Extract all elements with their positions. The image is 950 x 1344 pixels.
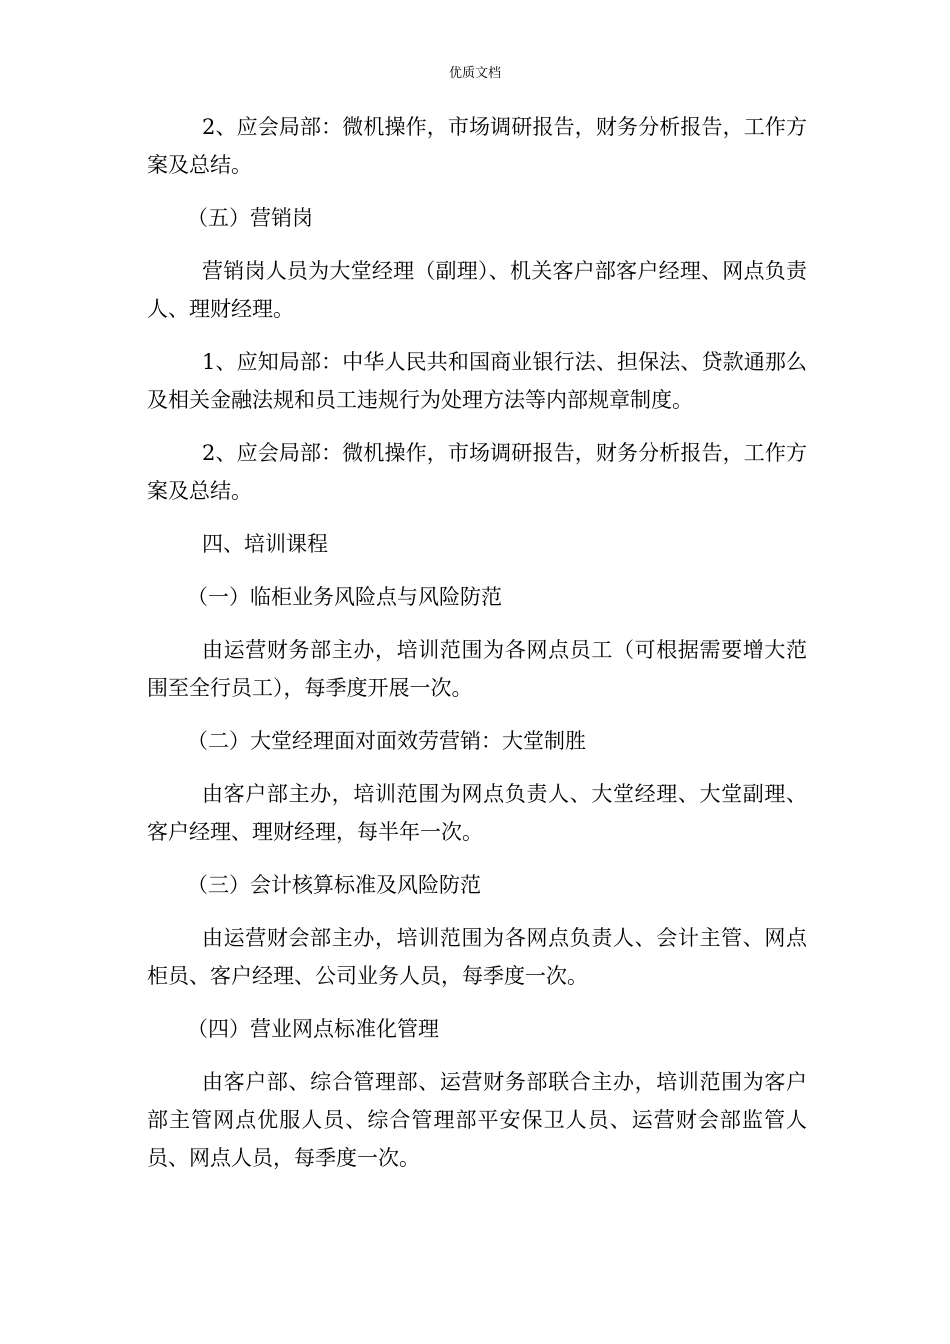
paragraph: 由客户部、综合管理部、运营财务部联合主办，培训范围为客户部主管网点优服人员、综合管理部平安保卫人员、运营财会部监管人员、网点人员，每季度一次。	[147, 1070, 807, 1170]
paragraph: 营销岗人员为大堂经理（副理）、机关客户部客户经理、网点负责人、理财经理。	[147, 259, 807, 321]
paragraph: 2、应会局部：微机操作，市场调研报告，财务分析报告，工作方案及总结。	[147, 115, 807, 177]
paragraph: 1、应知局部：中华人民共和国商业银行法、担保法、贷款通那么及相关金融法规和员工违规行为处理方法等内部规章制度。	[147, 350, 807, 412]
paragraph: 由运营财务部主办，培训范围为各网点员工（可根据需要增大范围至全行员工），每季度开展一次。	[147, 638, 807, 700]
section-heading: （二）大堂经理面对面效劳营销：大堂制胜	[187, 729, 586, 753]
paragraph: 由客户部主办，培训范围为网点负责人、大堂经理、大堂副理、客户经理、理财经理，每半年一次。	[147, 782, 807, 844]
paragraph: 由运营财会部主办，培训范围为各网点负责人、会计主管、网点柜员、客户经理、公司业务人员，每季度一次。	[147, 926, 807, 988]
section-heading: （三）会计核算标准及风险防范	[187, 873, 481, 897]
section-heading: （五）营销岗	[187, 206, 313, 230]
paragraph: 2、应会局部：微机操作，市场调研报告，财务分析报告，工作方案及总结。	[147, 441, 807, 503]
section-title: 四、培训课程	[202, 532, 328, 556]
document-body	[147, 108, 807, 1192]
section-heading: （四）营业网点标准化管理	[187, 1017, 439, 1041]
page-header: 优质文档	[448, 66, 501, 81]
section-heading: （一）临柜业务风险点与风险防范	[187, 585, 502, 609]
